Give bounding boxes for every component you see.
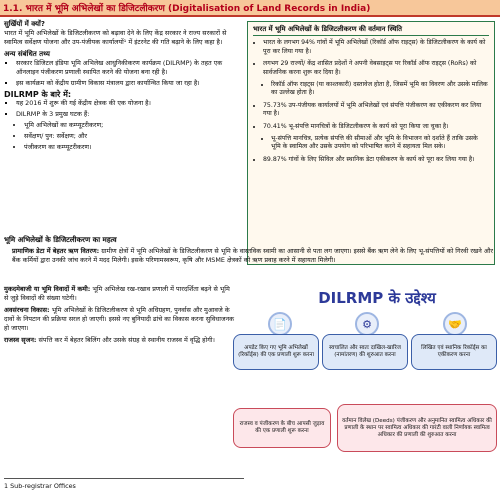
document-icon: 📄	[268, 312, 292, 336]
importance-heading: भूमि अभिलेखों के डिजिटलीकरण का महत्व	[4, 235, 117, 244]
fact-item: ▪ इस कार्यक्रम को केंद्रीय ग्रामीण विकास मंत्रालय द्वारा कार्यान्वित किया जा रहा है।	[16, 79, 242, 88]
objective-node-bottom: वर्तमान विलेख (Deeds) पंजीकरण और अनुमानित स्वामित्व अधिकार की प्रणाली के स्थान पर स्वामित्व अधिकार की गारंटी वाली निर्णायक स्वामित्व अधिकार की प्रणाली की शुरुआत करना	[337, 404, 497, 452]
status-subitem: • भू-संपत्ति मानचित्र, प्रत्येक संपत्ति की सीमाओं और भूमि के विभाजन को दर्शाते हैं ताकि उसके भूमि के स्वामित्व और उसके उपयोग को परिभाषित करने में सहायता मिल सके।	[271, 135, 489, 152]
status-heading: भारत में भूमि अभिलेखों के डिजिटलीकरण की वर्तमान स्थिति	[253, 25, 489, 36]
objective-node: स्वचालित और स्वतः दाखिल-खारिज (नामांतरण) की शुरुआत करना	[322, 334, 408, 370]
bullet3	[4, 306, 236, 333]
components-list	[4, 121, 242, 152]
objective-node: अपडेट किए गए भूमि अभिलेखों (रिकॉर्ड्स) की एक प्रणाली शुरू करना	[233, 334, 319, 370]
why-heading: सुर्खियों में क्यों?	[4, 20, 45, 28]
why-paragraph: भारत में भूमि अभिलेखों के डिजिटलीकरण को बढ़ावा देने के लिए केंद्र सरकार ने राज्य सरकारों से स्वामित्व सर्वेक्षण योजना और उप-पंजीयक कार्यालयों¹ में इंटरनेट की गति बढ़ाने के लिए कहा है।	[4, 29, 227, 46]
component-item: • सर्वेक्षण/ पुन: सर्वेक्षण; और	[24, 132, 242, 141]
bullet3-head: अवसंरचना विकास:	[4, 306, 50, 314]
status-item: • 70.41% भू-संपत्ति मानचित्रों के डिजिटलीकरण के कार्य को पूरा किया जा चुका है।	[263, 123, 489, 131]
footnote: 1 Sub-registrar Offices	[4, 478, 244, 490]
left-column	[4, 20, 242, 154]
dilrmp-item: ▪ DILRMP के 3 प्रमुख घटक हैं:	[16, 110, 242, 119]
bullet4-head: राजस्व सृजन:	[4, 336, 37, 344]
facts-heading: अन्य संबंधित तथ्य	[4, 50, 50, 58]
status-item: • लगभग 29 राज्यों/ केंद्र शासित प्रदेशों ने अपनी वेबसाइट्स पर रिकॉर्ड ऑफ राइट्स (RoRs) को सार्वजनिक करना शुरू कर दिया है।	[263, 60, 489, 77]
status-item: • भारत के लगभग 94% गांवों में भूमि अभिलेखों (रिकॉर्ड ऑफ राइट्स) के डिजिटलीकरण के कार्य को पूरा कर लिया गया है।	[263, 39, 489, 56]
fact-item: ▪ सरकार डिजिटल इंडिया भूमि अभिलेख आधुनिकीकरण कार्यक्रम (DILRMP) के तहत एक ऑनलाइन पंजीकरण प्रणाली स्थापित करने की योजना बना रही है।	[16, 59, 242, 77]
bullet1-text: ग्रामीण क्षेत्रों में भूमि अभिलेखों के डिजिटलीकरण से भूमि के वास्तविक स्वामी का आसानी से पता लग जाएगा। इससे बैंक ऋण लेने के लिए भू-संपत्तियों को गिरवी रखने और बैंक कर्मियों द्वारा उनकी जांच करने में मदद मिलेगी। इसके परिणामस्वरूप, कृषि और MSME क्षेत्रकों को ऋण प्रवाह करने में सहायता मिलेगी।	[12, 247, 493, 264]
component-item: • पंजीकरण का कम्प्यूटरीकरण।	[24, 143, 242, 152]
title-bar	[0, 0, 500, 17]
importance-list	[4, 285, 236, 348]
bullet2-text: भूमि अभिलेख रख-रखाव प्रणाली में पारदर्शिता बढ़ने से भूमि से जुड़े विवादों की संख्या घटेगी।	[4, 285, 230, 302]
page-title: 1.1. भारत में भूमि अभिलेखों का डिजिटलीकरण (Digitalisation of Land Records in India)	[3, 4, 371, 14]
objectives-diagram	[233, 312, 497, 462]
importance-first	[12, 247, 496, 265]
bullet1-head: प्रामाणिक डेटा में बेहतर ऋण वितरण:	[12, 247, 100, 255]
objective-node: लिखित एवं स्थानिक रिकॉर्ड्स का एकीकरण करना	[411, 334, 497, 370]
status-box	[247, 21, 495, 265]
status-item: • 89.87% गांवों के लिए सिविल और स्थानिक डेटा एकीकरण के कार्य को पूरा कर लिया गया है।	[263, 156, 489, 164]
facts-list	[4, 59, 242, 88]
bullet2	[4, 285, 236, 303]
bullet2-head: मुकदमेबाजी या भूमि विवादों में कमी:	[4, 285, 91, 293]
status-item: • 75.73% उप-पंजीयक कार्यालयों में भूमि अभिलेखों एवं संपत्ति पंजीकरण का एकीकरण कर लिया गया है।	[263, 102, 489, 119]
objective-node-bottom: राजस्व व पंजीकरण के बीच आपसी जुड़ाव की एक प्रणाली शुरू करना	[233, 408, 331, 448]
bullet3-text: भूमि अभिलेखों के डिजिटलीकरण से भूमि अधिग्रहण, पुनर्वास और मुआवजे के दावों के निपटान की प्रक्रिया सरल हो जाएगी। इससे नए बुनियादी ढांचे का विकास करना सुविधाजनक हो जाएगा।	[4, 306, 235, 332]
bullet4	[4, 336, 236, 345]
handshake-icon: 🤝	[443, 312, 467, 336]
settings-icon: ⚙	[355, 312, 379, 336]
status-subitem: • रिकॉर्ड ऑफ राइट्स (या काश्तकारी) दस्तावेज होता है, जिसमें भूमि का विवरण और उसके मालिक का उल्लेख होता है।	[271, 81, 489, 98]
component-item: • भूमि अभिलेखों का कम्प्यूटरीकरण;	[24, 121, 242, 130]
diagram-title: DILRMP के उद्देश्य	[318, 289, 436, 307]
dilrmp-heading: DILRMP के बारे में:	[4, 90, 72, 99]
dilrmp-item: ▪ यह 2016 में शुरू की गई केंद्रीय क्षेत्रक की एक योजना है।	[16, 99, 242, 108]
status-list	[253, 39, 489, 164]
bullet4-text: संपत्ति कर में बेहतर बिलिंग और उसके संग्रह से स्थानीय राजस्व में वृद्धि होगी।	[38, 336, 215, 344]
dilrmp-list	[4, 99, 242, 119]
